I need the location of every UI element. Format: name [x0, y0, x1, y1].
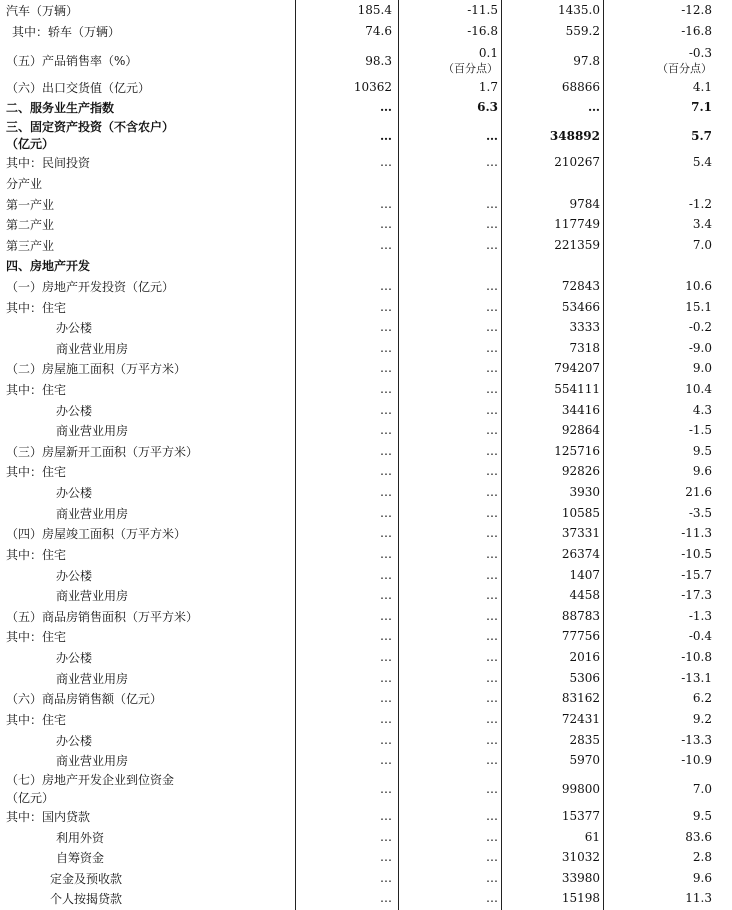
- row-label: 第三产业: [6, 238, 55, 253]
- row-label: 商业营业用房: [56, 341, 129, 356]
- table-row: [0, 115, 732, 156]
- row-label-line: （亿元）: [6, 790, 55, 805]
- table-row: [0, 647, 732, 668]
- table-row: [0, 847, 732, 868]
- table-row: [0, 152, 732, 173]
- table-row: [0, 173, 732, 194]
- row-label: （五）产品销售率（%）: [6, 54, 138, 69]
- cumulative-value: 117749: [554, 217, 600, 232]
- table-row: [0, 21, 732, 42]
- table-row: [0, 544, 732, 565]
- current-month-growth: …: [486, 361, 498, 376]
- current-month-value: …: [380, 809, 392, 824]
- cumulative-value: 4458: [569, 588, 600, 603]
- current-month-value: …: [380, 568, 392, 583]
- current-month-growth: …: [486, 444, 498, 459]
- growth-value: 0.1: [478, 45, 498, 60]
- cumulative-value: 5306: [569, 671, 600, 686]
- cumulative-value: 794207: [554, 361, 600, 376]
- cumulative-growth: -17.3: [681, 588, 712, 603]
- row-label: 二、服务业生产指数: [6, 100, 115, 115]
- current-month-value: …: [380, 891, 392, 906]
- cumulative-value: 2835: [569, 733, 600, 748]
- cumulative-growth: 7.1: [691, 100, 712, 115]
- current-month-value: …: [380, 423, 392, 438]
- row-label: 第二产业: [6, 217, 55, 232]
- cumulative-growth: -15.7: [681, 568, 712, 583]
- table-row: [0, 420, 732, 441]
- cumulative-value: 15377: [561, 809, 600, 824]
- row-label: 汽车（万辆）: [6, 3, 79, 18]
- row-label: 商业营业用房: [56, 671, 129, 686]
- row-label: [0, 115, 295, 156]
- current-month-growth: …: [486, 712, 498, 727]
- row-label: （五）商品房销售面积（万平方米）: [6, 609, 199, 624]
- cumulative-value: 37331: [561, 526, 600, 541]
- row-label: （一）房地产开发投资（亿元）: [6, 279, 175, 294]
- cumulative-growth: -0.4: [688, 629, 712, 644]
- cumulative-value: 9784: [569, 197, 600, 212]
- table-row: [0, 768, 732, 809]
- unit-note: （百分点）: [443, 61, 498, 75]
- current-month-growth: …: [486, 238, 498, 253]
- current-month-growth: …: [486, 300, 498, 315]
- row-label: 其中：国内贷款: [6, 809, 91, 824]
- cumulative-value: 3930: [569, 485, 600, 500]
- current-month-growth: …: [486, 568, 498, 583]
- current-month-value: …: [380, 341, 392, 356]
- cumulative-growth: -13.3: [681, 733, 712, 748]
- current-month-value: …: [380, 444, 392, 459]
- current-month-growth: -11.5: [467, 3, 498, 18]
- cumulative-growth: -1.2: [688, 197, 712, 212]
- current-month-value: …: [380, 485, 392, 500]
- table-row: [0, 317, 732, 338]
- cumulative-growth: 10.6: [685, 279, 712, 294]
- row-label: （六）商品房销售额（亿元）: [6, 691, 163, 706]
- current-month-growth: …: [486, 830, 498, 845]
- current-month-growth: …: [486, 547, 498, 562]
- unit-note: （百分点）: [657, 61, 712, 75]
- row-label: 个人按揭贷款: [50, 891, 123, 906]
- table-row: [0, 626, 732, 647]
- row-label: 办公楼: [56, 568, 93, 583]
- current-month-value: …: [380, 403, 392, 418]
- cumulative-growth: 5.4: [692, 155, 712, 170]
- current-month-value: …: [380, 547, 392, 562]
- current-month-value: …: [380, 733, 392, 748]
- row-label: 自筹资金: [56, 850, 105, 865]
- current-month-value: 98.3: [365, 53, 392, 68]
- row-label: 商业营业用房: [56, 423, 129, 438]
- current-month-value: …: [380, 506, 392, 521]
- current-month-value: …: [380, 671, 392, 686]
- current-month-value: …: [380, 850, 392, 865]
- cumulative-growth: 9.6: [692, 464, 712, 479]
- table-row: [0, 461, 732, 482]
- cumulative-growth: 4.3: [692, 403, 712, 418]
- cumulative-value: 554111: [554, 382, 600, 397]
- row-label: 四、房地产开发: [6, 258, 91, 273]
- current-month-growth: 1.7: [478, 80, 498, 95]
- current-month-value: …: [380, 781, 392, 796]
- table-row: [0, 40, 732, 81]
- table-row: [0, 827, 732, 848]
- table-row: [0, 565, 732, 586]
- current-month-growth: [399, 40, 501, 81]
- current-month-growth: …: [486, 629, 498, 644]
- row-label: 商业营业用房: [56, 506, 129, 521]
- current-month-value: …: [380, 320, 392, 335]
- cumulative-value: 1407: [569, 568, 600, 583]
- row-label: （三）房屋新开工面积（万平方米）: [6, 444, 199, 459]
- cumulative-value: 92864: [561, 423, 600, 438]
- current-month-growth: …: [486, 871, 498, 886]
- cumulative-value: 125716: [554, 444, 600, 459]
- row-label: 办公楼: [56, 650, 93, 665]
- cumulative-value: 2016: [569, 650, 600, 665]
- cumulative-value: 68866: [561, 80, 600, 95]
- current-month-growth: …: [486, 320, 498, 335]
- current-month-value: …: [380, 871, 392, 886]
- cumulative-value: …: [588, 100, 600, 115]
- current-month-value: …: [380, 279, 392, 294]
- current-month-growth: …: [486, 671, 498, 686]
- current-month-growth: -16.8: [467, 24, 498, 39]
- current-month-value: …: [380, 650, 392, 665]
- row-label: 其中：住宅: [6, 547, 67, 562]
- cumulative-value: 33980: [561, 871, 600, 886]
- cumulative-growth: 83.6: [685, 830, 712, 845]
- table-row: [0, 688, 732, 709]
- cumulative-value: 31032: [561, 850, 600, 865]
- current-month-value: …: [380, 609, 392, 624]
- cumulative-value: 210267: [554, 155, 600, 170]
- current-month-growth: …: [486, 588, 498, 603]
- current-month-growth: …: [486, 506, 498, 521]
- row-label: （六）出口交货值（亿元）: [6, 80, 151, 95]
- table-row: [0, 358, 732, 379]
- table-row: [0, 806, 732, 827]
- table-row: [0, 709, 732, 730]
- cumulative-growth: 9.5: [692, 444, 712, 459]
- table-row: [0, 888, 732, 909]
- cumulative-growth: -10.9: [681, 753, 712, 768]
- cumulative-value: 34416: [561, 403, 600, 418]
- cumulative-growth: 9.5: [692, 809, 712, 824]
- current-month-value: …: [380, 155, 392, 170]
- current-month-value: 10362: [353, 80, 392, 95]
- current-month-growth: …: [486, 128, 498, 143]
- row-label: 定金及预收款: [50, 871, 123, 886]
- row-label: 利用外资: [56, 830, 105, 845]
- table-row: [0, 606, 732, 627]
- current-month-growth: …: [486, 403, 498, 418]
- cumulative-growth: 10.4: [685, 382, 712, 397]
- current-month-growth: …: [486, 217, 498, 232]
- current-month-value: …: [380, 238, 392, 253]
- current-month-growth: …: [486, 197, 498, 212]
- current-month-growth: …: [486, 733, 498, 748]
- table-row: [0, 77, 732, 98]
- cumulative-value: 559.2: [565, 24, 600, 39]
- table-row: [0, 276, 732, 297]
- table-row: [0, 668, 732, 689]
- row-label-line: （亿元）: [6, 136, 55, 151]
- row-label: 其中：住宅: [6, 464, 67, 479]
- cumulative-growth: 21.6: [685, 485, 712, 500]
- row-label: 办公楼: [56, 485, 93, 500]
- cumulative-value: 221359: [554, 238, 600, 253]
- cumulative-value: 97.8: [573, 53, 600, 68]
- current-month-value: 74.6: [365, 24, 392, 39]
- cumulative-growth: 5.7: [691, 128, 712, 143]
- cumulative-value: 99800: [561, 781, 600, 796]
- current-month-growth: …: [486, 781, 498, 796]
- cumulative-growth: -3.5: [688, 506, 712, 521]
- cumulative-growth: 9.0: [692, 361, 712, 376]
- cumulative-value: 348892: [549, 128, 600, 143]
- cumulative-value: 3333: [569, 320, 600, 335]
- table-row: [0, 730, 732, 751]
- row-label: 办公楼: [56, 320, 93, 335]
- cumulative-growth: -1.5: [688, 423, 712, 438]
- row-label: 办公楼: [56, 403, 93, 418]
- table-row: [0, 214, 732, 235]
- cumulative-value: 61: [584, 830, 600, 845]
- table-row: [0, 482, 732, 503]
- cumulative-growth: -0.2: [688, 320, 712, 335]
- table-row: [0, 400, 732, 421]
- table-row: [0, 235, 732, 256]
- current-month-value: …: [380, 830, 392, 845]
- current-month-growth: …: [486, 850, 498, 865]
- cumulative-growth: -10.8: [681, 650, 712, 665]
- cumulative-growth: 11.3: [685, 891, 712, 906]
- row-label: 商业营业用房: [56, 588, 129, 603]
- cumulative-growth: 7.0: [692, 781, 712, 796]
- current-month-growth: …: [486, 526, 498, 541]
- current-month-growth: 6.3: [477, 100, 498, 115]
- current-month-growth: …: [486, 423, 498, 438]
- row-label: 其中：轿车（万辆）: [12, 24, 121, 39]
- current-month-value: 185.4: [357, 3, 392, 18]
- table-row: [0, 868, 732, 889]
- current-month-growth: …: [486, 809, 498, 824]
- cumulative-value: 72431: [561, 712, 600, 727]
- row-label-line: 三、固定资产投资（不含农户）: [6, 119, 175, 134]
- row-label: 其中：住宅: [6, 300, 67, 315]
- cumulative-value: 88783: [561, 609, 600, 624]
- current-month-growth: …: [486, 341, 498, 356]
- table-row: [0, 503, 732, 524]
- cumulative-growth: 15.1: [685, 300, 712, 315]
- current-month-value: …: [380, 753, 392, 768]
- current-month-value: …: [380, 128, 392, 143]
- current-month-growth: …: [486, 382, 498, 397]
- cumulative-growth: -12.8: [681, 3, 712, 18]
- current-month-value: …: [380, 629, 392, 644]
- current-month-growth: …: [486, 753, 498, 768]
- cumulative-growth: -11.3: [681, 526, 712, 541]
- current-month-value: …: [380, 588, 392, 603]
- row-label: 其中：民间投资: [6, 155, 91, 170]
- current-month-value: …: [380, 464, 392, 479]
- cumulative-value: 72843: [561, 279, 600, 294]
- cumulative-value: 1435.0: [558, 3, 600, 18]
- row-label: 分产业: [6, 176, 43, 191]
- row-label: [0, 768, 295, 809]
- table-row: [0, 441, 732, 462]
- growth-value: -0.3: [688, 45, 712, 60]
- current-month-value: …: [380, 691, 392, 706]
- row-label: （四）房屋竣工面积（万平方米）: [6, 526, 187, 541]
- cumulative-value: 26374: [561, 547, 600, 562]
- current-month-growth: …: [486, 650, 498, 665]
- row-label: 其中：住宅: [6, 382, 67, 397]
- current-month-growth: …: [486, 485, 498, 500]
- row-label: 其中：住宅: [6, 712, 67, 727]
- table-row: [0, 255, 732, 276]
- current-month-growth: …: [486, 155, 498, 170]
- cumulative-growth: -16.8: [681, 24, 712, 39]
- current-month-value: …: [380, 300, 392, 315]
- row-label: 办公楼: [56, 733, 93, 748]
- cumulative-growth: 2.8: [692, 850, 712, 865]
- cumulative-growth: [604, 40, 732, 81]
- cumulative-growth: -9.0: [688, 341, 712, 356]
- cumulative-growth: 3.4: [692, 217, 712, 232]
- current-month-growth: …: [486, 609, 498, 624]
- cumulative-growth: -13.1: [681, 671, 712, 686]
- current-month-value: …: [380, 361, 392, 376]
- cumulative-growth: 9.6: [692, 871, 712, 886]
- cumulative-value: 83162: [561, 691, 600, 706]
- row-label-line: （七）房地产开发企业到位资金: [6, 772, 175, 787]
- table-row: [0, 338, 732, 359]
- cumulative-value: 53466: [561, 300, 600, 315]
- table-row: [0, 379, 732, 400]
- row-label: 其中：住宅: [6, 629, 67, 644]
- cumulative-value: 92826: [561, 464, 600, 479]
- table-row: [0, 0, 732, 21]
- cumulative-growth: 7.0: [692, 238, 712, 253]
- cumulative-value: 10585: [561, 506, 600, 521]
- current-month-growth: …: [486, 691, 498, 706]
- current-month-value: …: [380, 526, 392, 541]
- table-row: [0, 297, 732, 318]
- cumulative-growth: 9.2: [692, 712, 712, 727]
- current-month-value: …: [380, 197, 392, 212]
- current-month-value: …: [380, 100, 392, 115]
- cumulative-growth: 4.1: [692, 80, 712, 95]
- current-month-value: …: [380, 382, 392, 397]
- cumulative-growth: -1.3: [688, 609, 712, 624]
- row-label: 第一产业: [6, 197, 55, 212]
- current-month-value: …: [380, 712, 392, 727]
- row-label: （二）房屋施工面积（万平方米）: [6, 361, 187, 376]
- current-month-growth: …: [486, 891, 498, 906]
- cumulative-value: 77756: [561, 629, 600, 644]
- cumulative-growth: -10.5: [681, 547, 712, 562]
- current-month-growth: …: [486, 464, 498, 479]
- current-month-growth: …: [486, 279, 498, 294]
- table-row: [0, 523, 732, 544]
- row-label: 商业营业用房: [56, 753, 129, 768]
- table-row: [0, 194, 732, 215]
- table-row: [0, 585, 732, 606]
- cumulative-growth: 6.2: [692, 691, 712, 706]
- current-month-value: …: [380, 217, 392, 232]
- cumulative-value: 5970: [569, 753, 600, 768]
- cumulative-value: 15198: [561, 891, 600, 906]
- cumulative-value: 7318: [569, 341, 600, 356]
